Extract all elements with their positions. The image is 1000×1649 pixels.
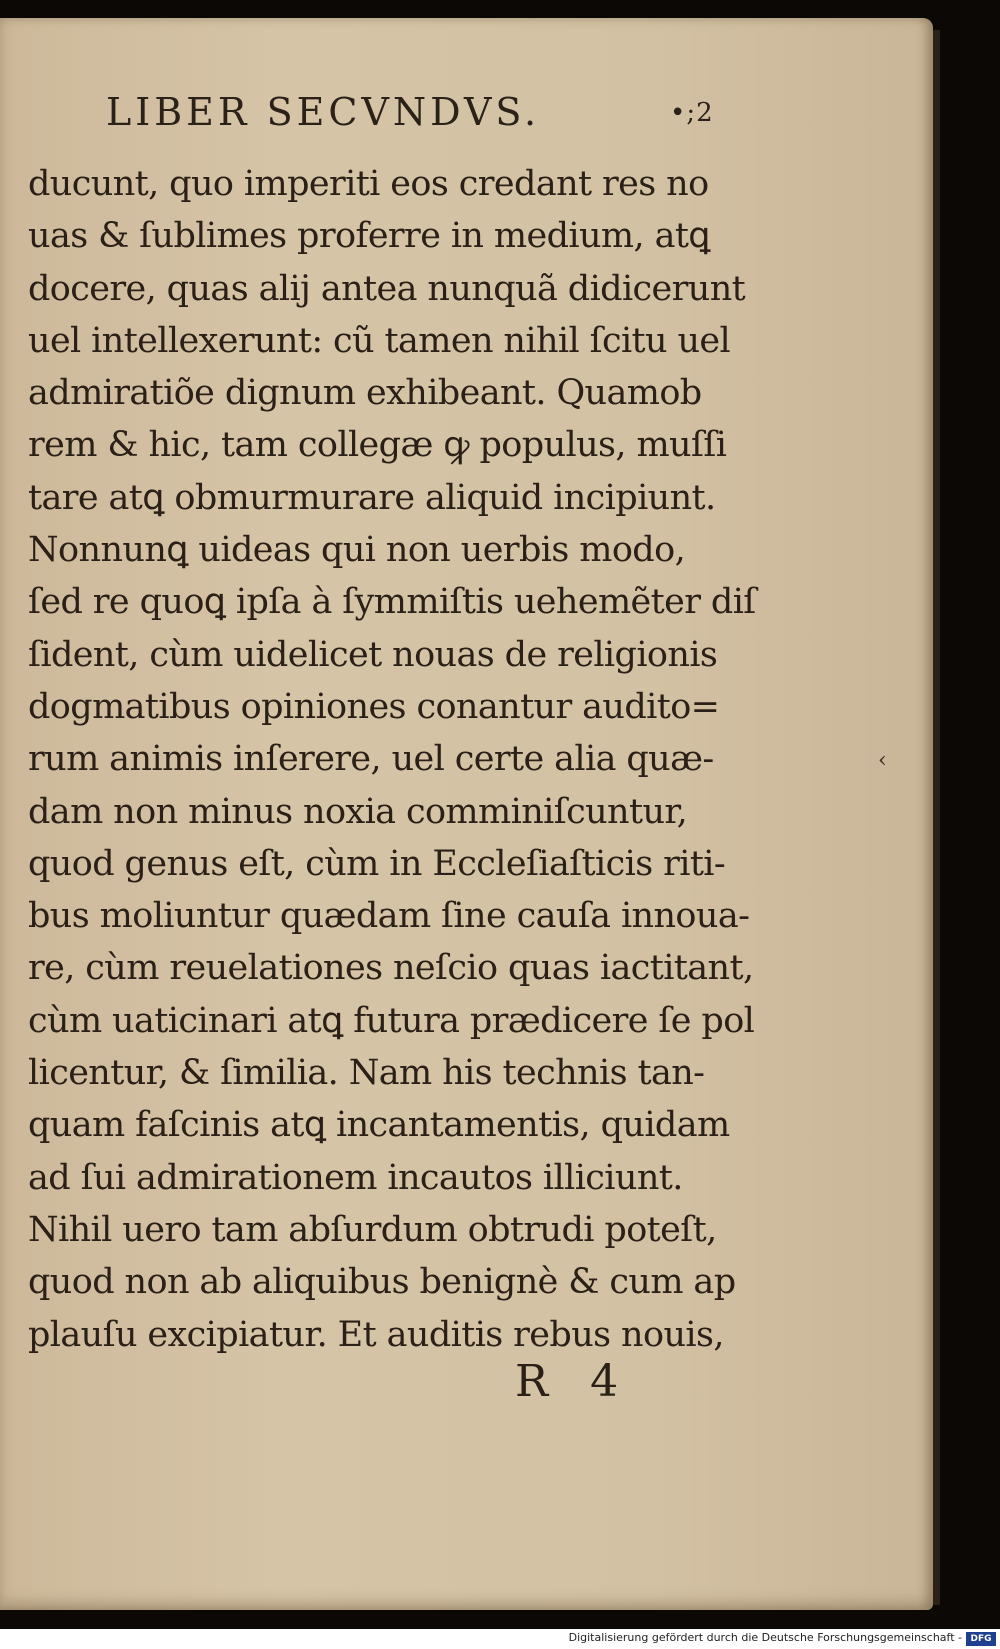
text-line: tare atꝗ obmurmurare aliquid incipiunt. [28, 477, 716, 518]
text-line: re, cùm reuelationes neſcio quas iactitant, [28, 948, 754, 989]
text-line: admiratiõe dignum exhibeant. Quamob [28, 373, 702, 414]
body-text [28, 158, 788, 1361]
page-edge [933, 30, 940, 1605]
running-title: LIBER SECVNDVS. [106, 90, 541, 134]
text-line: uel intellexerunt: cũ tamen nihil ſcitu uel [28, 320, 731, 361]
text-line: Nonnunꝗ uideas qui non uerbis modo, [28, 530, 686, 571]
text-line: rem & hic, tam collegæ ꝙ populus, muſſi [28, 425, 727, 466]
text-line: cùm uaticinari atꝗ futura prædicere ſe pol [28, 1000, 755, 1041]
folio-number: •;2 [670, 98, 714, 128]
dfg-logo-icon: DFG [966, 1632, 996, 1646]
text-line: ducunt, quo imperiti eos credant res no [28, 164, 709, 204]
text-line: quam faſcinis atꝗ incantamentis, quidam [28, 1105, 730, 1146]
running-head [100, 90, 740, 150]
digitization-footer [0, 1629, 1000, 1649]
text-line: Nihil uero tam abſurdum obtrudi poteſt, [28, 1209, 717, 1250]
text-line: ſed re quoꝗ ipſa à ſymmiſtis uehemẽter diſ [28, 582, 756, 623]
text-line: quod non ab aliquibus benignè & cum ap [28, 1262, 736, 1303]
text-line: licentur, & ſimilia. Nam his technis tan- [28, 1053, 705, 1094]
text-line: plauſu excipiatur. Et auditis rebus nouis, [28, 1314, 724, 1355]
text-line: quod genus eſt, cùm in Eccleſiaſticis riti- [28, 843, 726, 884]
text-line: dogmatibus opiniones conantur audito= [28, 686, 720, 727]
funding-credit: Digitalisierung gefördert durch die Deutsche Forschungsgemeinschaft - [568, 1631, 962, 1644]
margin-mark: ‹ [878, 748, 887, 773]
signature-mark: R 4 [515, 1356, 633, 1407]
text-line: rum animis inſerere, uel certe alia quæ- [28, 739, 714, 780]
book-page [0, 18, 933, 1610]
text-line: ſident, cùm uidelicet nouas de religionis [28, 634, 718, 675]
text-line: dam non minus noxia comminiſcuntur, [28, 791, 688, 832]
text-line: ad ſui admirationem incautos illiciunt. [28, 1157, 683, 1198]
text-line: uas & ſublimes proferre in medium, atꝗ [28, 216, 710, 257]
text-line: docere, quas alij antea nunquã didicerunt [28, 268, 746, 309]
text-line: bus moliuntur quædam ſine cauſa innoua- [28, 896, 750, 937]
